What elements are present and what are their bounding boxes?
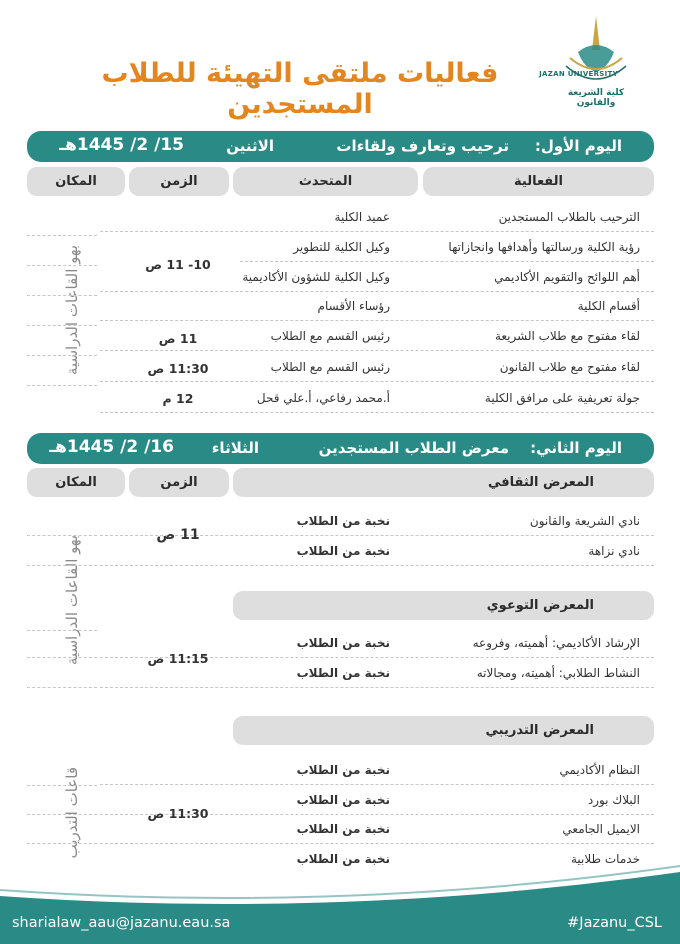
awareness-header: المعرض التوعوي [233, 591, 654, 620]
row-divider [100, 381, 654, 382]
logo-college-name: كلية الشريعة والقانون [567, 88, 625, 108]
training-activity-3: الايميل الجامعي [562, 822, 640, 836]
row-divider [240, 261, 654, 262]
footer-hashtag[interactable]: #Jazanu_CSL [567, 915, 662, 931]
row-divider [100, 687, 654, 688]
footer-email[interactable]: sharialaw_aau@jazanu.eau.sa [12, 915, 231, 931]
row-divider [100, 565, 654, 566]
d1-speaker-4: رؤساء الأقسام [317, 299, 390, 313]
d1-activity-7: جولة تعريفية على مرافق الكلية [484, 391, 640, 405]
row-divider [100, 320, 654, 321]
awareness-activity-1: الإرشاد الأكاديمي: أهميته، وفروعه [472, 636, 640, 650]
d1-place-text: بهو القاعات الدراسية [63, 244, 81, 376]
training-place-text: قاعات التدريب [63, 766, 81, 859]
d1-activity-3: أهم اللوائح والتقويم الأكاديمي [494, 270, 640, 284]
training-speaker-3: نخبة من الطلاب [296, 822, 390, 836]
row-divider [100, 784, 654, 785]
row-divider [100, 350, 654, 351]
day1-label: اليوم الأول: [534, 137, 622, 155]
day2-date: 16/ 2/ 1445هـ [49, 437, 174, 457]
d1-speaker-2: وكيل الكلية للتطوير [293, 240, 390, 254]
d1-speaker-1: عميد الكلية [334, 210, 390, 224]
cultural-speaker-1: نخبة من الطلاب [296, 514, 390, 528]
d1-time-opening: 10- 11 ص [145, 257, 211, 272]
col-time-header: الزمن [129, 167, 229, 196]
awareness-time: 11:15 ص [147, 651, 209, 666]
training-activity-2: البلاك بورد [587, 793, 640, 807]
row-divider [100, 843, 654, 844]
col-place-header: المكان [27, 167, 125, 196]
cultural-header: المعرض الثقافي [233, 468, 654, 497]
row-divider [100, 412, 654, 413]
d1-speaker-5: رئيس القسم مع الطلاب [270, 329, 390, 343]
training-speaker-4: نخبة من الطلاب [296, 852, 390, 866]
training-activity-4: خدمات طلابية [570, 852, 640, 866]
d2-place-text: بهو القاعات الدراسية [63, 534, 81, 666]
day1-weekday: الاثنين [226, 137, 274, 155]
cultural-activity-1: نادي الشريعة والقانون [529, 514, 640, 528]
training-speaker-2: نخبة من الطلاب [296, 793, 390, 807]
col-speaker-header: المتحدث [233, 167, 418, 196]
d1-speaker-3: وكيل الكلية للشؤون الأكاديمية [242, 270, 390, 284]
d1-speaker-6: رئيس القسم مع الطلاب [270, 360, 390, 374]
training-header: المعرض التدريبي [233, 716, 654, 745]
d1-time-law: 11:30 ص [147, 361, 209, 376]
cultural-activity-2: نادي نزاهة [588, 544, 640, 558]
d1-time-tour: 12 م [162, 391, 194, 406]
col-place-header-2: المكان [27, 468, 125, 497]
awareness-speaker-1: نخبة من الطلاب [296, 636, 390, 650]
d1-activity-5: لقاء مفتوح مع طلاب الشريعة [494, 329, 640, 343]
day2-label: اليوم الثاني: [530, 439, 622, 457]
page-title: فعاليات ملتقى التهيئة للطلاب المستجدين [101, 58, 499, 120]
d1-time-sharia: 11 ص [158, 331, 198, 346]
row-divider [100, 291, 654, 292]
d1-speaker-7: أ.محمد رفاعي، أ.علي قحل [256, 391, 390, 405]
training-time: 11:30 ص [147, 806, 209, 821]
col-time-header-2: الزمن [129, 468, 229, 497]
d2-place-dashes [27, 505, 97, 695]
training-speaker-1: نخبة من الطلاب [296, 763, 390, 777]
cultural-time: 11 ص [156, 527, 200, 543]
training-activity-1: النظام الأكاديمي [559, 763, 640, 777]
day1-bar [27, 131, 654, 162]
logo-university-en: JAZAN UNIVERSITY [539, 70, 618, 78]
d1-activity-6: لقاء مفتوح مع طلاب القانون [499, 360, 640, 374]
d1-activity-1: الترحيب بالطلاب المستجدين [498, 210, 640, 224]
d1-activity-2: رؤية الكلية ورسالتها وأهدافها وانجازاتها [448, 240, 640, 254]
cultural-speaker-2: نخبة من الطلاب [296, 544, 390, 558]
day1-date: 15/ 2/ 1445هـ [59, 135, 184, 155]
day1-theme: ترحيب وتعارف ولقاءات [336, 137, 509, 155]
awareness-activity-2: النشاط الطلابي: أهميته، ومجالاته [476, 666, 640, 680]
col-activity-header: الفعالية [423, 167, 654, 196]
day2-theme: معرض الطلاب المستجدين [318, 439, 509, 457]
row-divider [100, 231, 654, 232]
day2-weekday: الثلاثاء [211, 439, 259, 457]
day2-bar [27, 433, 654, 464]
d1-activity-4: أقسام الكلية [577, 299, 640, 313]
d1-place-dashes [27, 205, 97, 415]
awareness-speaker-2: نخبة من الطلاب [296, 666, 390, 680]
